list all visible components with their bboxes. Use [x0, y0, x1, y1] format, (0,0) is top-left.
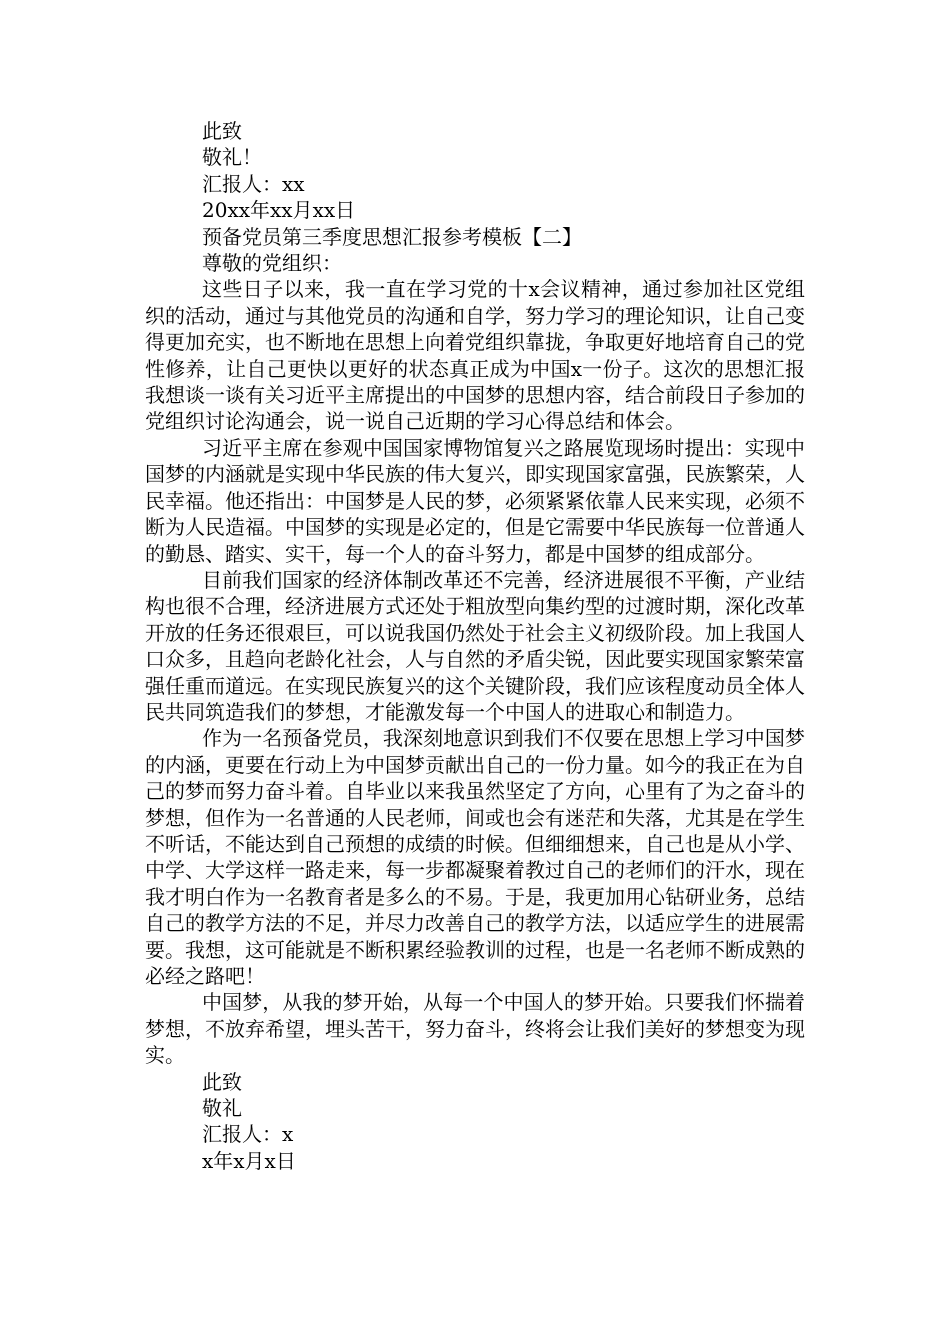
- salute-1: 敬礼！: [202, 145, 262, 170]
- paragraph-3: 目前我们国家的经济体制改革还不完善，经济进展很不平衡，产业结构也很不合理，经济进展方式还处于粗放型向集约型的过渡时期，深化改革开放的任务还很艰巨，可以说我国仍然处于社会主义初级阶段。加上我国人口众多，且趋向老龄化社会，人与自然的矛盾尖锐，因此要实现国家繁荣富强任重而道远。在实现民族复兴的这个关键阶段，我们应该程度动员全体人民共同筑造我们的梦想，才能激发每一个中国人的进取心和制造力。: [145, 567, 805, 724]
- reporter-2: 汇报人：x: [202, 1122, 294, 1147]
- reporter-1: 汇报人：xx: [202, 171, 305, 196]
- date-2: x年x月x日: [202, 1148, 296, 1173]
- document-page: [145, 118, 805, 1174]
- document-title: 预备党员第三季度思想汇报参考模板【二】: [202, 224, 582, 249]
- date-1: 20xx年xx月xx日: [202, 198, 356, 223]
- paragraph-1: 这些日子以来，我一直在学习党的十x会议精神，通过参加社区党组织的活动，通过与其他党员的沟通和自学，努力学习的理论知识，让自己变得更加充实，也不断地在思想上向着党组织靠拢，争取更好地培育自己的党性修养，让自己更快以更好的状态真正成为中国x一份子。这次的思想汇报我想谈一谈有关习近平主席提出的中国梦的思想内容，结合前段日子参加的党组织讨论沟通会，说一说自己近期的学习心得总结和体会。: [145, 277, 805, 434]
- paragraph-4: 作为一名预备党员，我深刻地意识到我们不仅要在思想上学习中国梦的内涵，更要在行动上为中国梦贡献出自己的一份力量。如今的我正在为自己的梦而努力奋斗着。自毕业以来我虽然坚定了方向，心里有了为之奋斗的梦想，但作为一名普通的人民老师，间或也会有迷茫和失落，尤其是在学生不听话，不能达到自己预想的成绩的时候。但细细想来，自己也是从小学、中学、大学这样一路走来，每一步都凝聚着教过自己的老师们的汗水，现在我才明白作为一名教育者是多么的不易。于是，我更加用心钻研业务，总结自己的教学方法的不足，并尽力改善自己的教学方法，以适应学生的进展需要。我想，这可能就是不断积累经验教训的过程，也是一名老师不断成熟的必经之路吧！: [145, 726, 805, 988]
- closing-2: 此致: [202, 1069, 242, 1094]
- greeting: 尊敬的党组织：: [202, 251, 342, 276]
- salute-2: 敬礼: [202, 1096, 242, 1121]
- paragraph-2: 习近平主席在参观中国国家博物馆复兴之路展览现场时提出：实现中国梦的内涵就是实现中华民族的伟大复兴，即实现国家富强，民族繁荣，人民幸福。他还指出：中国梦是人民的梦，必须紧紧依靠人民来实现，必须不断为人民造福。中国梦的实现是必定的，但是它需要中华民族每一位普通人的勤恳、踏实、实干，每一个人的奋斗努力，都是中国梦的组成部分。: [145, 435, 805, 566]
- paragraph-5: 中国梦，从我的梦开始，从每一个中国人的梦开始。只要我们怀揣着梦想，不放弃希望，埋头苦干，努力奋斗，终将会让我们美好的梦想变为现实。: [145, 990, 805, 1068]
- closing-1: 此致: [202, 119, 242, 143]
